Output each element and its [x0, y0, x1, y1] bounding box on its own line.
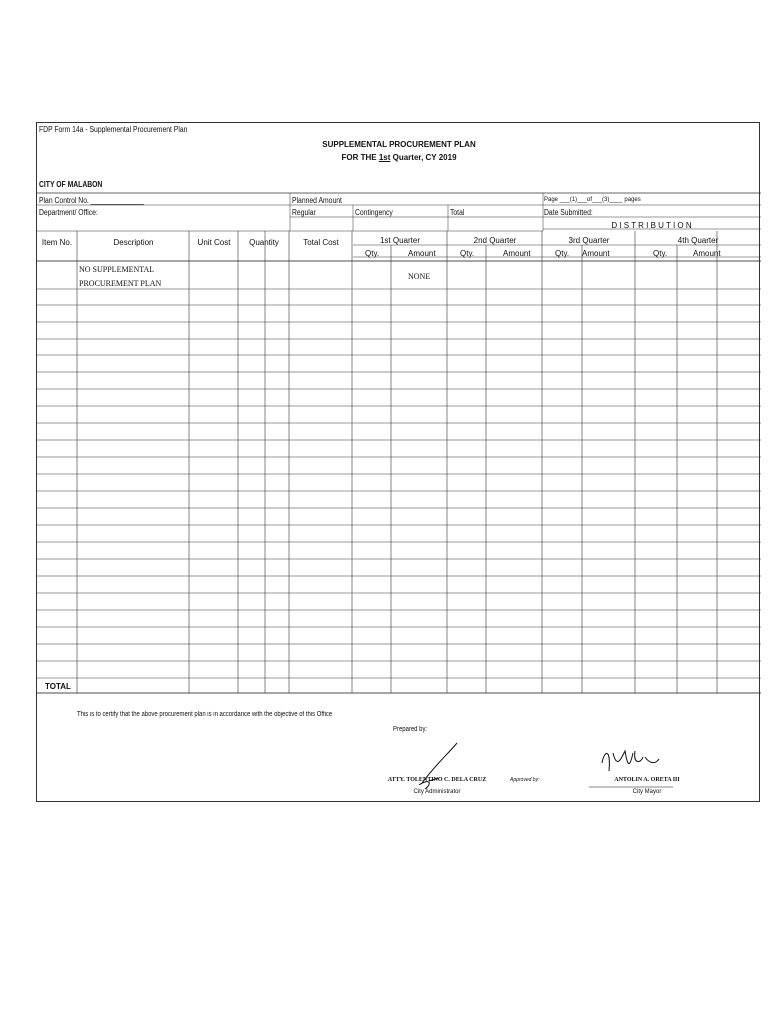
form-subtitle: FOR THE 1st Quarter, CY 2019 — [341, 153, 457, 162]
q3-qty: Qty. — [555, 249, 570, 258]
form-code: FDP Form 14a - Supplemental Procurement Plan — [39, 125, 188, 134]
q4-qty: Qty. — [653, 249, 668, 258]
date-submitted: Date Submitted: — [544, 208, 593, 217]
signatory2-title: City Mayor — [632, 789, 662, 795]
planned-amount-label: Planned Amount — [292, 196, 342, 205]
total-label: Total — [450, 208, 465, 217]
certification-text: This is to certify that the above procurement plan is in accordance with the objective of this Office — [77, 711, 333, 718]
col-q1: 1st Quarter — [379, 236, 420, 245]
q1-qty: Qty. — [365, 249, 380, 258]
col-description: Description — [113, 238, 154, 247]
city-name: CITY OF MALABON — [39, 180, 103, 189]
entry-description-line1: NO SUPPLEMENTAL — [79, 265, 155, 274]
regular-label: Regular — [292, 208, 316, 217]
col-total-cost: Total Cost — [303, 238, 339, 247]
col-q4: 4th Quarter — [677, 236, 719, 245]
form-title: SUPPLEMENTAL PROCUREMENT PLAN — [322, 140, 476, 149]
plan-control-no: Plan Control No. ______________ — [39, 196, 144, 205]
entry-q1-value: NONE — [408, 272, 431, 281]
col-q3: 3rd Quarter — [568, 236, 610, 245]
distribution-heading: D I S T R I B U T I O N — [611, 221, 692, 230]
page-info: Page ___(1)___of___(3)____ pages — [544, 197, 641, 203]
total-row-label: TOTAL — [45, 682, 71, 691]
contingency-label: Contingency — [355, 208, 393, 217]
q3-amount: Amount — [582, 249, 610, 258]
col-q2: 2nd Quarter — [473, 236, 517, 245]
signatory1-name: ATTY. TOLENTINO C. DELA CRUZ — [387, 777, 487, 783]
q2-qty: Qty. — [460, 249, 475, 258]
q1-amount: Amount — [408, 249, 436, 258]
department-office: Department/ Office: — [39, 208, 98, 217]
q2-amount: Amount — [503, 249, 531, 258]
col-item-no: Item No. — [41, 238, 73, 247]
approved-by-label: Approved by: — [510, 777, 540, 783]
signatory1-title: City Administrator — [413, 789, 461, 795]
q4-amount: Amount — [693, 249, 721, 258]
prepared-by-label: Prepared by: — [393, 726, 428, 733]
col-unit-cost: Unit Cost — [197, 238, 231, 247]
procurement-plan-form — [36, 122, 760, 802]
col-quantity: Quantity — [249, 238, 279, 247]
signatory2-name: ANTOLIN A. ORETA III — [614, 777, 680, 783]
entry-description-line2: PROCUREMENT PLAN — [79, 279, 162, 288]
